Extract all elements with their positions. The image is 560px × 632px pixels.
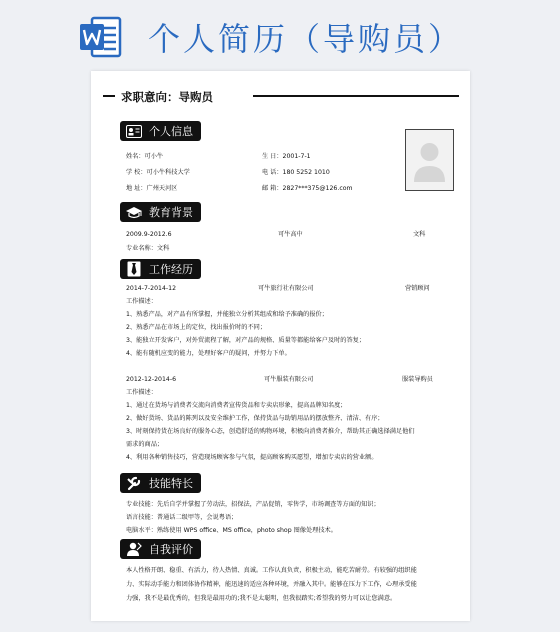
work-item: 3、时刻保持货在场良好的服务心态，创造舒适的购物环境，积极向消费者推介，帮助其正确选择满足他们: [126, 428, 415, 435]
work-role: 营销顾问: [405, 285, 430, 292]
skill-line: 专业技能：先后自学并掌握了劳动法，招保法，产品促销，零售学，市场调查等方面的知识；: [126, 501, 380, 508]
profile-photo: [405, 129, 454, 191]
job-objective: 求职意向：导购员: [121, 90, 213, 104]
self-eval-line: 力强，我不是最优秀的，但我是最用功的;我不是太聪明，但我很踏实;希望我的努力可以让您满意。: [126, 595, 397, 602]
section-education-heading: [120, 202, 201, 222]
section-pill: [120, 259, 201, 279]
work-item: 2、熟悉产品在市场上的定位，找出报价时的不同；: [126, 324, 267, 331]
section-title: 自我评价: [149, 543, 193, 556]
section-pill: [120, 539, 201, 559]
header-title: 个人简历（导购员）: [148, 20, 464, 58]
avatar-placeholder-icon: [406, 130, 453, 190]
work-period: 2012-12-2014-6: [126, 376, 177, 383]
self-eval-line: 力、实际动手能力和团体协作精神，能迅速的适应各种环境，并融入其中。能够在压力下工作，心理承受能: [126, 581, 417, 588]
wrench-icon: [125, 475, 143, 491]
work-desc-label: 工作描述：: [126, 389, 157, 396]
page-header: [0, 0, 560, 70]
self-eval-line: 本人性格开朗、稳重、有活力，待人热情、真诚。工作认真负责，积极主动，能吃苦耐劳。有较强的组织能: [126, 567, 417, 574]
word-document-icon: [78, 14, 124, 60]
section-title: 教育背景: [149, 206, 193, 219]
work-item: 3、能独立开发客户，对外贸流程了解，对产品的规格、质量等都能给客户及时的答复；: [126, 337, 366, 344]
education-school: 可牛高中: [278, 231, 303, 238]
skill-line: 电脑水平：熟练使用 WPS office、MS office，photo shop 图像处理技术。: [126, 527, 337, 534]
objective-row: [103, 89, 459, 103]
work-item: 1、通过在货场与消费者交流向消费者宣传货品和专卖店形象，提高品牌知名度；: [126, 402, 347, 409]
necktie-icon: [125, 261, 143, 277]
section-work-heading: [120, 259, 201, 279]
name-field: 姓名：可小牛: [126, 153, 164, 160]
work-item: 1、熟悉产品，对产品有所掌握，并能独立分析其组成和给予准确的报价；: [126, 311, 328, 318]
work-role: 服装导购员: [402, 376, 433, 383]
divider: [103, 95, 115, 97]
phone-field: 电 话：180 5252 1010: [262, 169, 330, 176]
section-pill: [120, 121, 201, 141]
work-company: 可牛服装有限公司: [264, 376, 314, 383]
education-major: 专业名称：文科: [126, 245, 170, 252]
work-item: 需求的商品；: [126, 441, 164, 448]
work-item: 2、做好货场、货品的陈列以及安全维护工作，保持货品与助销用品的摆放整齐、清洁、有序；: [126, 415, 384, 422]
birth-field: 生 日：2001-7-1: [262, 153, 311, 160]
work-item: 4、利用各种销售技巧，营造现场顾客参与气氛，提高顾客购买愿望，增加专卖店的营业额。: [126, 454, 378, 461]
section-skills-heading: [120, 473, 201, 493]
work-desc-label: 工作描述：: [126, 298, 157, 305]
section-pill: [120, 202, 201, 222]
education-period: 2009.9-2012.6: [126, 231, 172, 238]
resume-page: [91, 71, 470, 621]
section-pill: [120, 473, 201, 493]
education-degree: 文科: [413, 231, 426, 238]
section-title: 个人信息: [149, 125, 193, 138]
section-title: 工作经历: [149, 263, 193, 276]
person-icon: [125, 541, 143, 557]
section-personal-heading: [120, 121, 201, 141]
school-field: 学 校：可小牛科技大学: [126, 169, 190, 176]
work-period: 2014-7-2014-12: [126, 285, 177, 292]
id-card-icon: [125, 123, 143, 139]
section-self-heading: [120, 539, 201, 559]
graduation-cap-icon: [125, 204, 143, 220]
section-title: 技能特长: [149, 477, 193, 490]
email-field: 邮 箱：2827***375@126.com: [262, 185, 353, 192]
address-field: 地 址：广州天河区: [126, 185, 178, 192]
skill-line: 语言技能：普通话二级甲等，会说粤语；: [126, 514, 238, 521]
divider: [253, 95, 459, 97]
work-company: 可牛旅行社有限公司: [258, 285, 314, 292]
work-item: 4、能有随机应变的能力，处理好客户的疑问，并努力下单。: [126, 350, 291, 357]
